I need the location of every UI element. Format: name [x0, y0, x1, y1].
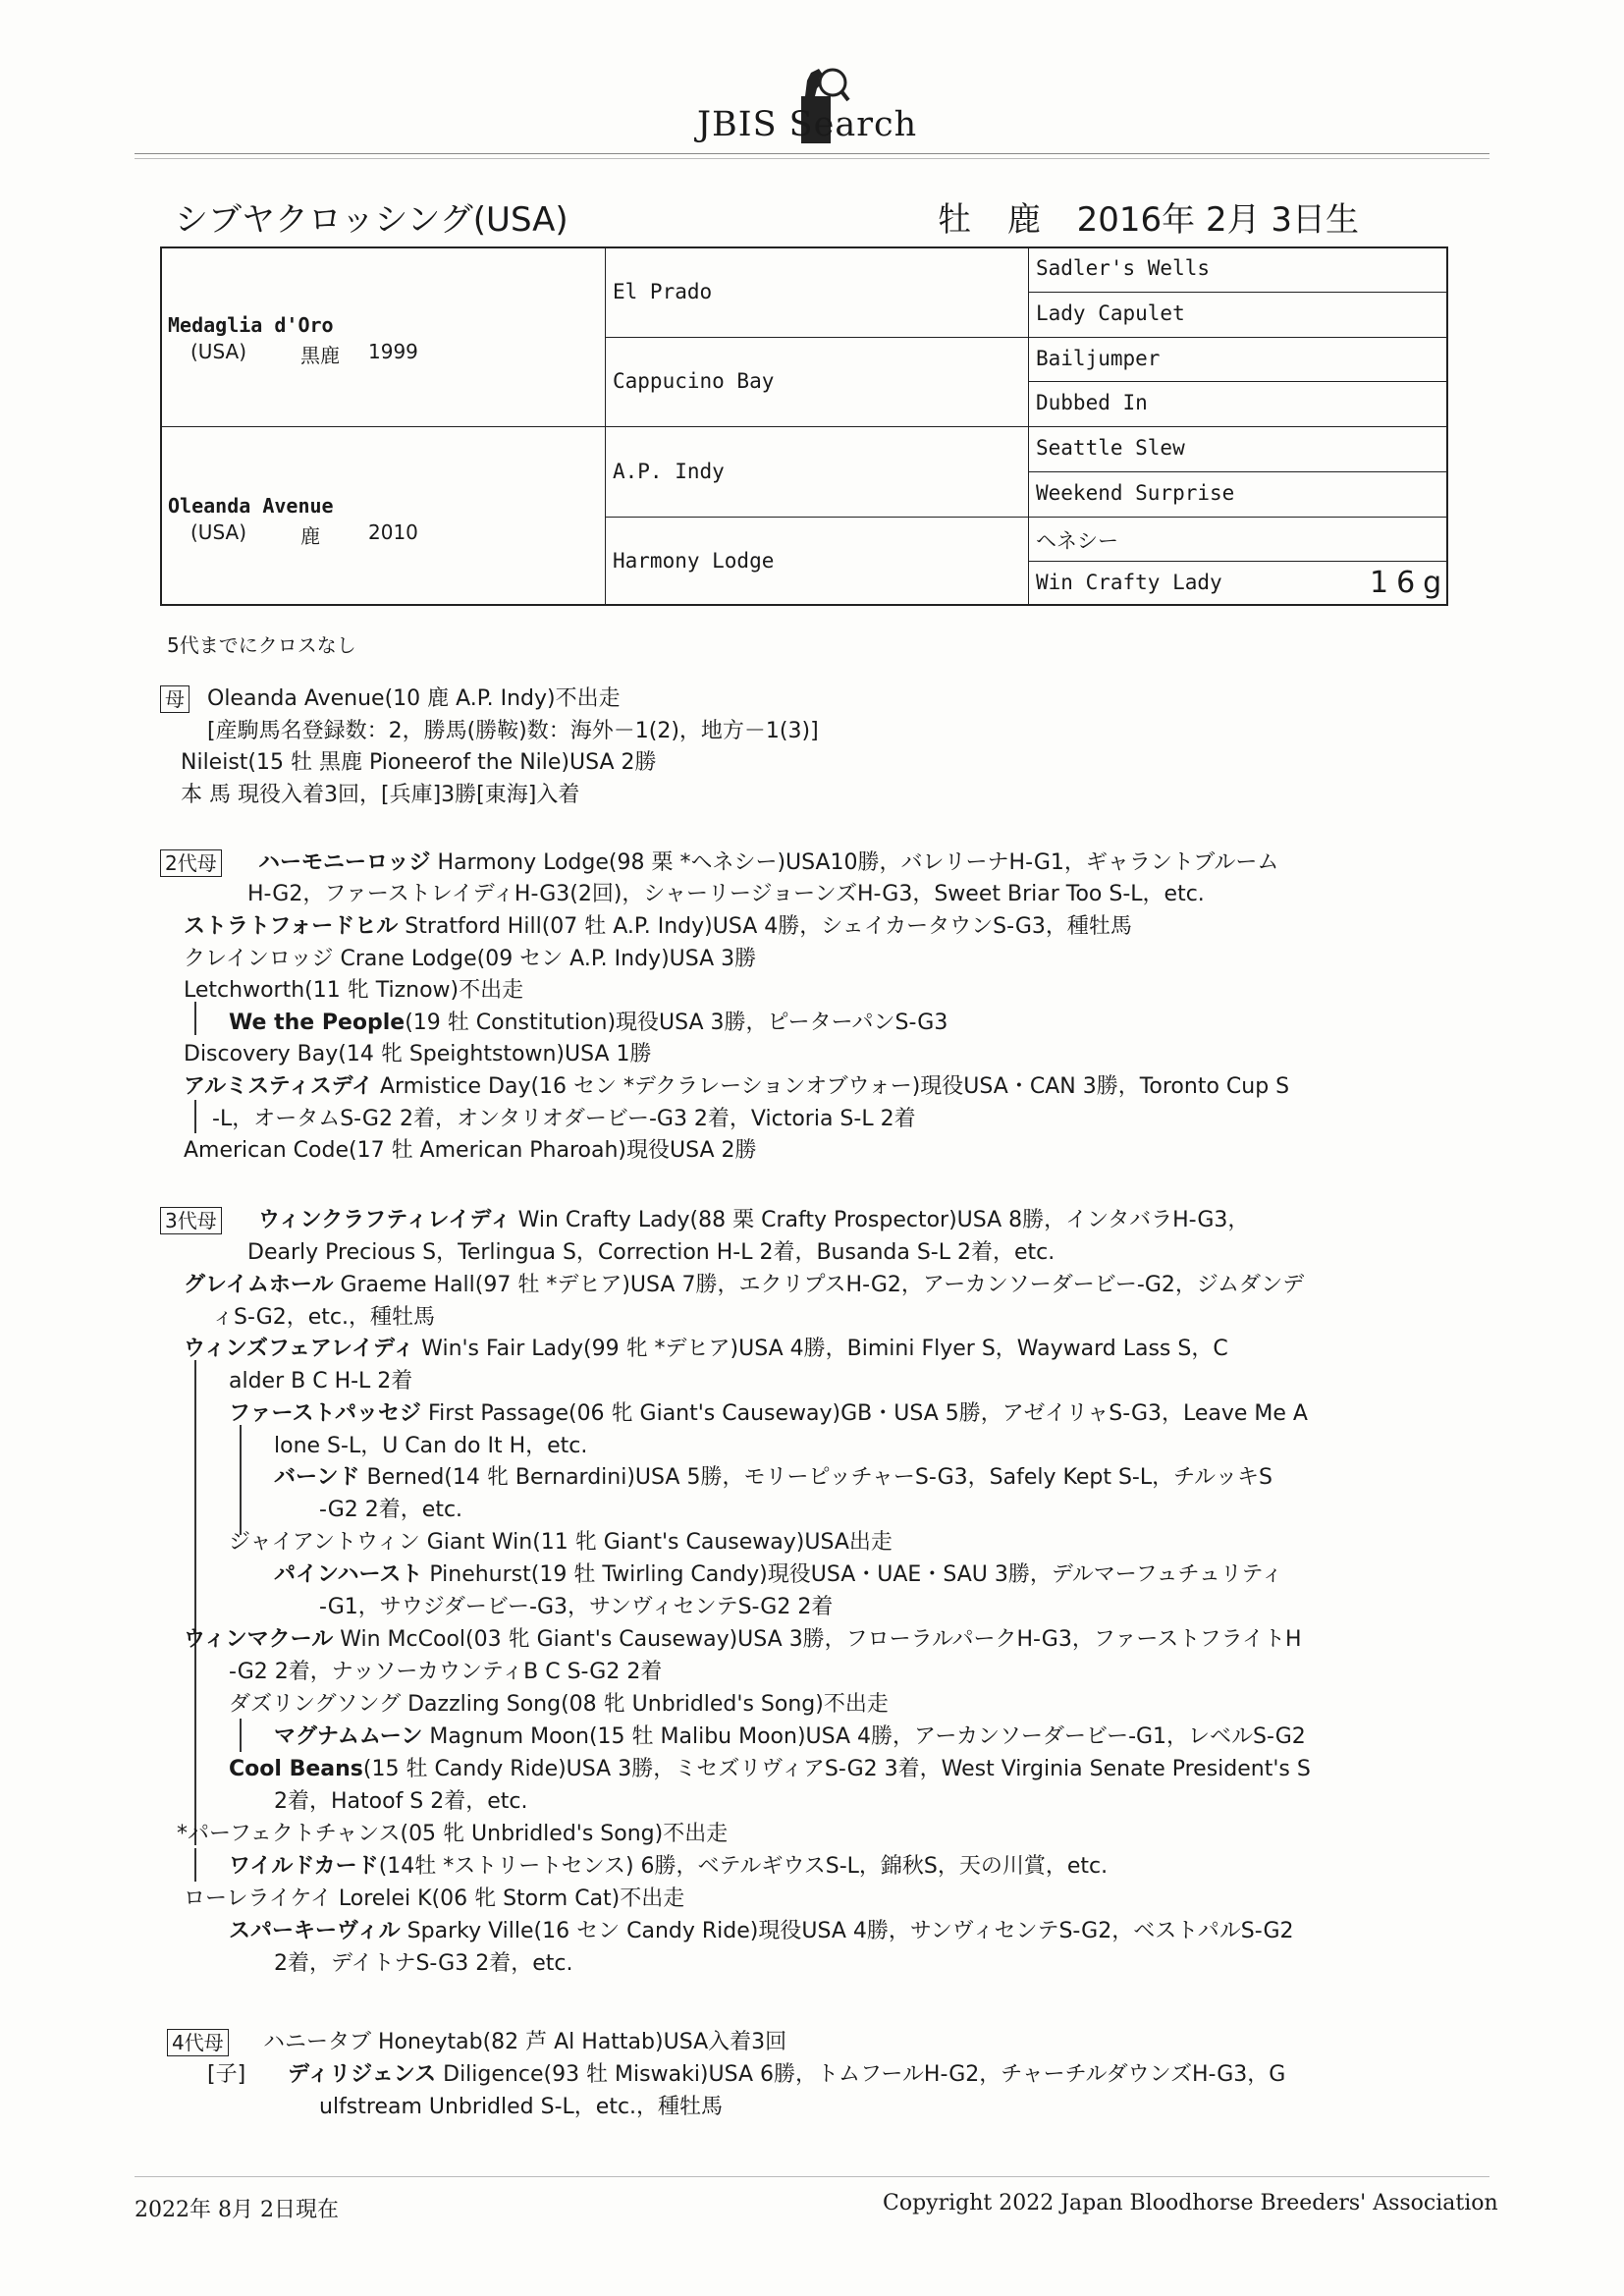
sire-name: Medaglia d'Oro	[168, 313, 334, 337]
g3-line: マグナムムーン Magnum Moon(15 牡 Malibu Moon)USA 4勝，アーカンソーダービー-G1，レベルS-G2	[274, 1724, 1306, 1749]
g2-line: -L，オータムS-G2 2着，オンタリオダービー-G3 2着，Victoria S-L 2着	[212, 1107, 916, 1131]
g2-line: ハーモニーロッジ Harmony Lodge(98 栗 *ヘネシー)USA10勝，バレリーナH-G1，ギャラントブルーム	[258, 850, 1279, 875]
family-number: 16g	[1370, 566, 1450, 600]
pedigree-gen2-entry: A.P. Indy	[613, 460, 725, 483]
dam-line: 本 馬 現役入着3回，[兵庫]3勝[東海]入着	[181, 783, 580, 807]
dam-line: Nileist(15 牡 黒鹿 Pioneerof the Nile)USA 2勝	[181, 750, 657, 775]
g3-line: -G2 2着，etc.	[319, 1498, 463, 1522]
sire-origin: (USA)	[190, 340, 246, 363]
g3-line: lone S-L，U Can do It H，etc.	[274, 1434, 588, 1458]
pedigree-gen3-entry: Weekend Surprise	[1036, 481, 1235, 505]
pedigree-gen2-entry: El Prado	[613, 280, 713, 303]
horse-birthdate: 2016年 2月 3日生	[1076, 200, 1360, 240]
horse-profile	[938, 192, 1384, 241]
dam-label: 母	[160, 685, 189, 713]
g3-line: *パーフェクトチャンス(05 牝 Unbridled's Song)不出走	[177, 1822, 729, 1846]
sire-color: 黒鹿	[300, 344, 340, 367]
g3-line: ローレライケイ Lorelei K(06 牝 Storm Cat)不出走	[184, 1886, 685, 1911]
g3-line: ウィンズフェアレイディ Win's Fair Lady(99 牝 *デヒア)USA 4勝，Bimini Flyer S，Wayward Lass S，C	[184, 1337, 1228, 1361]
g3-line: 2着，Hatoof S 2着，etc.	[274, 1789, 528, 1814]
g2-line: アルミスティスデイ Armistice Day(16 セン *デクラレーションオブウォー)現役USA・CAN 3勝，Toronto Cup S	[184, 1074, 1290, 1099]
pedigree-gen3-entry: Seattle Slew	[1036, 436, 1185, 460]
g3-line: ィS-G2，etc.，種牡馬	[212, 1305, 436, 1330]
pedigree-divider	[160, 426, 605, 427]
pedigree-gen3-entry: ヘネシー	[1036, 529, 1118, 553]
g4-line: ディリジェンス Diligence(93 牡 Miswaki)USA 6勝，トムフールH-G2，チャーチルダウンズH-G3，G	[288, 2062, 1286, 2087]
g3-line: ジャイアントウィン Giant Win(11 牝 Giant's Causeway)USA出走	[229, 1530, 893, 1555]
dam-year: 2010	[368, 520, 418, 544]
pedigree-divider	[1028, 561, 1448, 562]
pedigree-divider	[605, 337, 1028, 338]
g3-line: 2着，デイトナS-G3 2着，etc.	[274, 1951, 573, 1976]
g2-line: We the People(19 牡 Constitution)現役USA 3勝，ピーターパンS-G3	[229, 1011, 948, 1035]
g4-child-label: [子]	[207, 2062, 246, 2087]
g2-line: Letchworth(11 牝 Tiznow)不出走	[184, 978, 524, 1003]
g4-line: ulfstream Unbridled S-L，etc.，種牡馬	[319, 2095, 724, 2119]
lineage-bar	[194, 1002, 196, 1035]
pedigree-divider	[1028, 381, 1448, 382]
footer-rule	[135, 2176, 1489, 2177]
pedigree-gen2-entry: Harmony Lodge	[613, 549, 775, 573]
g3-line: バーンド Berned(14 牝 Bernardini)USA 5勝，モリーピッチャーS-G3，Safely Kept S-L，チルッキS	[274, 1465, 1272, 1490]
g3-line: ウィンマクール Win McCool(03 牝 Giant's Causeway)USA 3勝，フローラルパークH-G3，ファーストフライトH	[184, 1627, 1302, 1652]
g2-line: Discovery Bay(14 牝 Speightstown)USA 1勝	[184, 1042, 652, 1066]
g4-line: ハニータブ Honeytab(82 芦 Al Hattab)USA入着3回	[263, 2030, 787, 2054]
pedigree-gen3-entry: Sadler's Wells	[1036, 256, 1211, 280]
dam-name: Oleanda Avenue	[168, 494, 334, 518]
g3-section-label	[160, 1207, 222, 1234]
header-rule	[135, 153, 1489, 154]
dam-line: Oleanda Avenue(10 鹿 A.P. Indy)不出走	[207, 686, 621, 711]
dam-section-label	[160, 685, 189, 713]
footer-copyright: Copyright 2022 Japan Bloodhorse Breeders' Association	[883, 2191, 1498, 2215]
g3-line: グレイムホール Graeme Hall(97 牡 *デヒア)USA 7勝，エクリプスH-G2，アーカンソーダービー-G2，ジムダンデ	[184, 1273, 1305, 1297]
horse-color: 鹿	[1006, 200, 1041, 240]
g2-line: クレインロッジ Crane Lodge(09 セン A.P. Indy)USA 3勝	[184, 947, 757, 971]
pedigree-divider	[1028, 337, 1448, 338]
g2-line: H-G2，ファーストレイディH-G3(2回)，シャーリージョーンズH-G3，Sweet Briar Too S-L，etc.	[247, 882, 1205, 906]
g3-line: -G2 2着，ナッソーカウンティB C S-G2 2着	[229, 1660, 663, 1684]
lineage-bar	[240, 1719, 242, 1752]
jbis-logo	[697, 61, 952, 149]
sire-year: 1999	[368, 340, 418, 363]
g3-line: ウィンクラフティレイディ Win Crafty Lady(88 栗 Crafty Prospector)USA 8勝，インタバラH-G3，	[258, 1208, 1250, 1232]
pedigree-gen2-entry: Cappucino Bay	[613, 369, 775, 393]
g3-line: ワイルドカード(14牡 *ストリートセンス) 6勝，ベテルギウスS-L，錦秋S，天の川賞，etc.	[229, 1854, 1109, 1879]
footer-date: 2022年 8月 2日現在	[135, 2198, 339, 2222]
g2-line: American Code(17 牡 American Pharoah)現役USA 2勝	[184, 1138, 757, 1163]
horse-name: シブヤクロッシング(USA)	[175, 200, 568, 240]
dam-color: 鹿	[300, 524, 320, 548]
g2-line: ストラトフォードヒル Stratford Hill(07 牡 A.P. Indy)USA 4勝，シェイカータウンS-G3，種牡馬	[184, 914, 1132, 939]
pedigree-gen3-entry: Win Crafty Lady	[1036, 571, 1222, 594]
g3-line: alder B C H-L 2着	[229, 1369, 413, 1394]
pedigree-gen3-entry: Dubbed In	[1036, 391, 1148, 414]
g3-line: パインハースト Pinehurst(19 牡 Twirling Candy)現役USA・UAE・SAU 3勝，デルマーフュチュリティ	[274, 1562, 1283, 1587]
lineage-bar	[194, 1100, 196, 1133]
dam-origin: (USA)	[190, 520, 246, 544]
lineage-bar	[194, 1360, 196, 1845]
g2-section-label	[160, 849, 222, 877]
g3-line: Cool Beans(15 牡 Candy Ride)USA 3勝，ミセズリヴィアS-G2 3着，West Virginia Senate President's S	[229, 1757, 1311, 1781]
pedigree-divider	[1028, 292, 1448, 293]
g4-label: 4代母	[167, 2029, 229, 2056]
inbreeding-note: 5代までにクロスなし	[167, 633, 356, 657]
pedigree-gen3-entry: Bailjumper	[1036, 347, 1161, 370]
dam-line: [産駒馬名登録数：2，勝馬(勝鞍)数：海外－1(2)，地方－1(3)]	[207, 719, 819, 743]
horse-sex: 牡	[938, 200, 971, 240]
pedigree-gen3-entry: Lady Capulet	[1036, 301, 1185, 325]
lineage-bar	[240, 1425, 242, 1535]
pedigree-divider	[605, 426, 1028, 427]
pedigree-divider	[1028, 426, 1448, 427]
lineage-bar	[194, 1848, 196, 1882]
pedigree-divider	[605, 517, 1028, 518]
g3-line: ファーストパッセジ First Passage(06 牝 Giant's Causeway)GB・USA 5勝，アゼイリャS-G3，Leave Me A	[229, 1401, 1308, 1426]
pedigree-divider	[1028, 471, 1448, 472]
g3-line: スパーキーヴィル Sparky Ville(16 セン Candy Ride)現役USA 4勝，サンヴィセンテS-G2，ベストパルS-G2	[229, 1919, 1294, 1943]
g3-line: ダズリングソング Dazzling Song(08 牝 Unbridled's Song)不出走	[229, 1692, 889, 1717]
g4-section-label	[167, 2029, 229, 2056]
logo-text: JBIS Search	[697, 105, 918, 144]
header-rule-thin	[135, 158, 1489, 159]
pedigree-divider	[1028, 517, 1448, 518]
g3-label: 3代母	[160, 1207, 222, 1234]
g2-label: 2代母	[160, 849, 222, 877]
g3-line: -G1，サウジダービー-G3，サンヴィセンテS-G2 2着	[319, 1595, 834, 1619]
g3-line: Dearly Precious S，Terlingua S，Correction H-L 2着，Busanda S-L 2着，etc.	[247, 1240, 1056, 1265]
